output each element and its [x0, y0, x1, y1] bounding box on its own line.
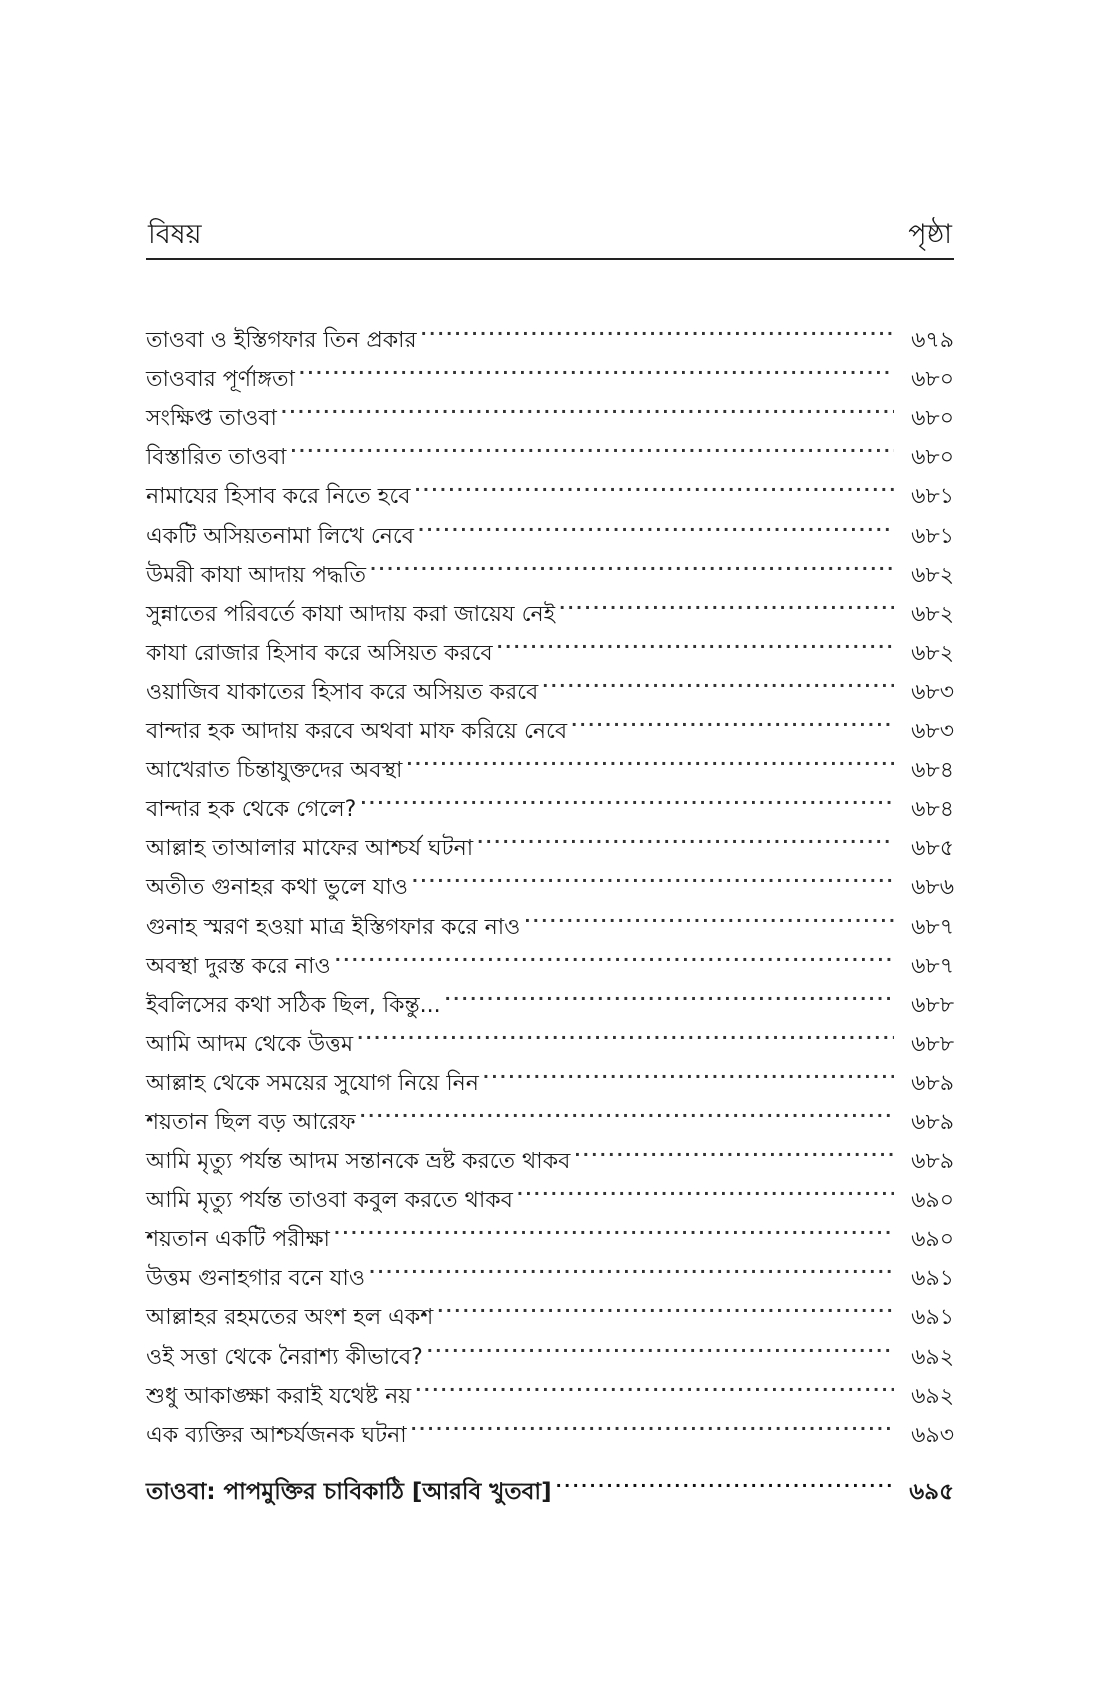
- entry-page-number: ৬৮৩: [911, 679, 954, 705]
- toc-entries: [146, 308, 954, 1505]
- entry-title: কাযা রোজার হিসাব করে অসিয়ত করবে: [146, 640, 493, 666]
- entry-page-number: ৬৯১: [911, 1266, 954, 1292]
- entry-page-number: ৬৯২: [911, 1344, 954, 1370]
- entry-page-number: ৬৮৫: [911, 836, 954, 862]
- entry-page-number: ৬৮২: [911, 601, 954, 627]
- dot-leader: [559, 582, 894, 621]
- entry-title: আখেরাত চিন্তাযুক্তদের অবস্থা: [146, 758, 403, 784]
- table-of-contents: [146, 200, 954, 1505]
- entry-title: সুন্নাতের পরিবর্তে কাযা আদায় করা জায়েয নেই: [146, 601, 556, 627]
- dot-leader: [370, 543, 894, 582]
- entry-title: আল্লাহ থেকে সময়ের সুযোগ নিয়ে নিন: [146, 1070, 479, 1096]
- dot-leader: [412, 855, 894, 894]
- toc-entry[interactable]: [146, 308, 954, 354]
- entry-title: তাওবা ও ইস্তিগফার তিন প্রকার: [146, 328, 417, 354]
- entry-title: একটি অসিয়তনামা লিখে নেবে: [146, 523, 414, 549]
- entry-page-number: ৬৮৪: [911, 797, 954, 823]
- dot-leader: [415, 1364, 894, 1403]
- entry-page-number: ৬৮০: [911, 367, 954, 393]
- dot-leader: [421, 308, 894, 347]
- entry-page-number: ৬৮৭: [911, 953, 954, 979]
- dot-leader: [477, 816, 894, 855]
- entry-title: আল্লাহ তাআলার মাফের আশ্চর্য ঘটনা: [146, 836, 474, 862]
- entry-page-number: ৬৮৪: [911, 758, 954, 784]
- entry-page-number: ৬৮৭: [911, 914, 954, 940]
- entry-page-number: ৬৭৯: [911, 328, 954, 354]
- entry-title: অতীত গুনাহর কথা ভুলে যাও: [146, 875, 408, 901]
- dot-leader: [483, 1051, 894, 1090]
- dot-leader: [369, 1246, 894, 1285]
- toc-entry-final[interactable]: [146, 1460, 954, 1505]
- entry-title: গুনাহ স্মরণ হওয়া মাত্র ইস্তিগফার করে নাও: [146, 914, 521, 940]
- entry-title: আমি মৃত্যু পর্যন্ত তাওবা কবুল করতে থাকব: [146, 1188, 513, 1214]
- dot-leader: [414, 464, 894, 503]
- entry-title: উমরী কাযা আদায় পদ্ধতি: [146, 562, 366, 588]
- dot-leader: [524, 894, 894, 933]
- entry-title: বিস্তারিত তাওবা: [146, 445, 287, 471]
- dot-leader: [406, 738, 894, 777]
- entry-page-number: ৬৮১: [911, 484, 954, 510]
- entry-title: উত্তম গুনাহগার বনে যাও: [146, 1266, 366, 1292]
- dot-leader: [357, 1012, 894, 1051]
- entry-page-number: ৬৮১: [911, 523, 954, 549]
- entry-page-number: ৬৮৮: [911, 992, 954, 1018]
- entry-page-number: ৬৮৬: [911, 875, 954, 901]
- entry-page-number: ৬৮২: [911, 640, 954, 666]
- dot-leader: [334, 1207, 894, 1246]
- page-column-label: পৃষ্ঠা: [908, 219, 952, 250]
- dot-leader: [571, 699, 894, 738]
- header-divider: [146, 258, 954, 260]
- entry-page-number: ৬৮৯: [911, 1070, 954, 1096]
- toc-header: [146, 200, 954, 258]
- entry-title: ওয়াজিব যাকাতের হিসাব করে অসিয়ত করবে: [146, 679, 539, 705]
- entry-title: বান্দার হক থেকে গেলে?: [146, 797, 357, 823]
- entry-title: বান্দার হক আদায় করবে অথবা মাফ করিয়ে নেবে: [146, 719, 568, 745]
- entry-title: তাওবা: পাপমুক্তির চাবিকাঠি [আরবি খুতবা]: [146, 1478, 552, 1505]
- dot-leader: [281, 386, 894, 425]
- entry-page-number: ৬৯৫: [909, 1478, 954, 1505]
- subject-column-label: বিষয়: [148, 219, 202, 250]
- entry-page-number: ৬৮৩: [911, 719, 954, 745]
- dot-leader: [497, 621, 894, 660]
- entry-page-number: ৬৯০: [911, 1188, 954, 1214]
- dot-leader: [335, 934, 894, 973]
- dot-leader: [445, 973, 894, 1012]
- entry-page-number: ৬৮০: [911, 406, 954, 432]
- entry-page-number: ৬৮৯: [911, 1109, 954, 1135]
- dot-leader: [427, 1324, 894, 1363]
- entry-page-number: ৬৯২: [911, 1383, 954, 1409]
- entry-title: সংক্ষিপ্ত তাওবা: [146, 406, 277, 432]
- entry-page-number: ৬৮৯: [911, 1149, 954, 1175]
- entry-page-number: ৬৮২: [911, 562, 954, 588]
- entry-title: অবস্থা দুরস্ত করে নাও: [146, 953, 331, 979]
- entry-title: আমি আদম থেকে উত্তম: [146, 1031, 354, 1057]
- entry-page-number: ৬৯৩: [911, 1422, 954, 1448]
- entry-title: আমি মৃত্যু পর্যন্ত আদম সন্তানকে ভ্রষ্ট করতে থাকব: [146, 1149, 571, 1175]
- dot-leader: [542, 660, 894, 699]
- entry-page-number: ৬৯১: [911, 1305, 954, 1331]
- dot-leader: [360, 777, 894, 816]
- entry-title: এক ব্যক্তির আশ্চর্যজনক ঘটনা: [146, 1422, 407, 1448]
- dot-leader: [360, 1090, 894, 1129]
- entry-page-number: ৬৮৮: [911, 1031, 954, 1057]
- entry-title: শুধু আকাঙ্ক্ষা করাই যথেষ্ট নয়: [146, 1383, 412, 1409]
- dot-leader: [299, 347, 894, 386]
- dot-leader: [574, 1129, 894, 1168]
- dot-leader: [411, 1403, 894, 1442]
- entry-page-number: ৬৮০: [911, 445, 954, 471]
- entry-title: ইবলিসের কথা সঠিক ছিল, কিন্তু...: [146, 992, 441, 1018]
- dot-leader: [556, 1460, 894, 1499]
- dot-leader: [517, 1168, 894, 1207]
- dot-leader: [437, 1285, 894, 1324]
- entry-title: শয়তান ছিল বড় আরেফ: [146, 1109, 356, 1135]
- dot-leader: [418, 503, 894, 542]
- entry-title: ওই সত্তা থেকে নৈরাশ্য কীভাবে?: [146, 1344, 423, 1370]
- dot-leader: [290, 425, 894, 464]
- entry-page-number: ৬৯০: [911, 1227, 954, 1253]
- entry-title: নামাযের হিসাব করে নিতে হবে: [146, 484, 411, 510]
- entry-title: আল্লাহর রহমতের অংশ হল একশ: [146, 1305, 434, 1331]
- entry-title: তাওবার পূর্ণাঙ্গতা: [146, 367, 295, 393]
- entry-title: শয়তান একটি পরীক্ষা: [146, 1227, 330, 1253]
